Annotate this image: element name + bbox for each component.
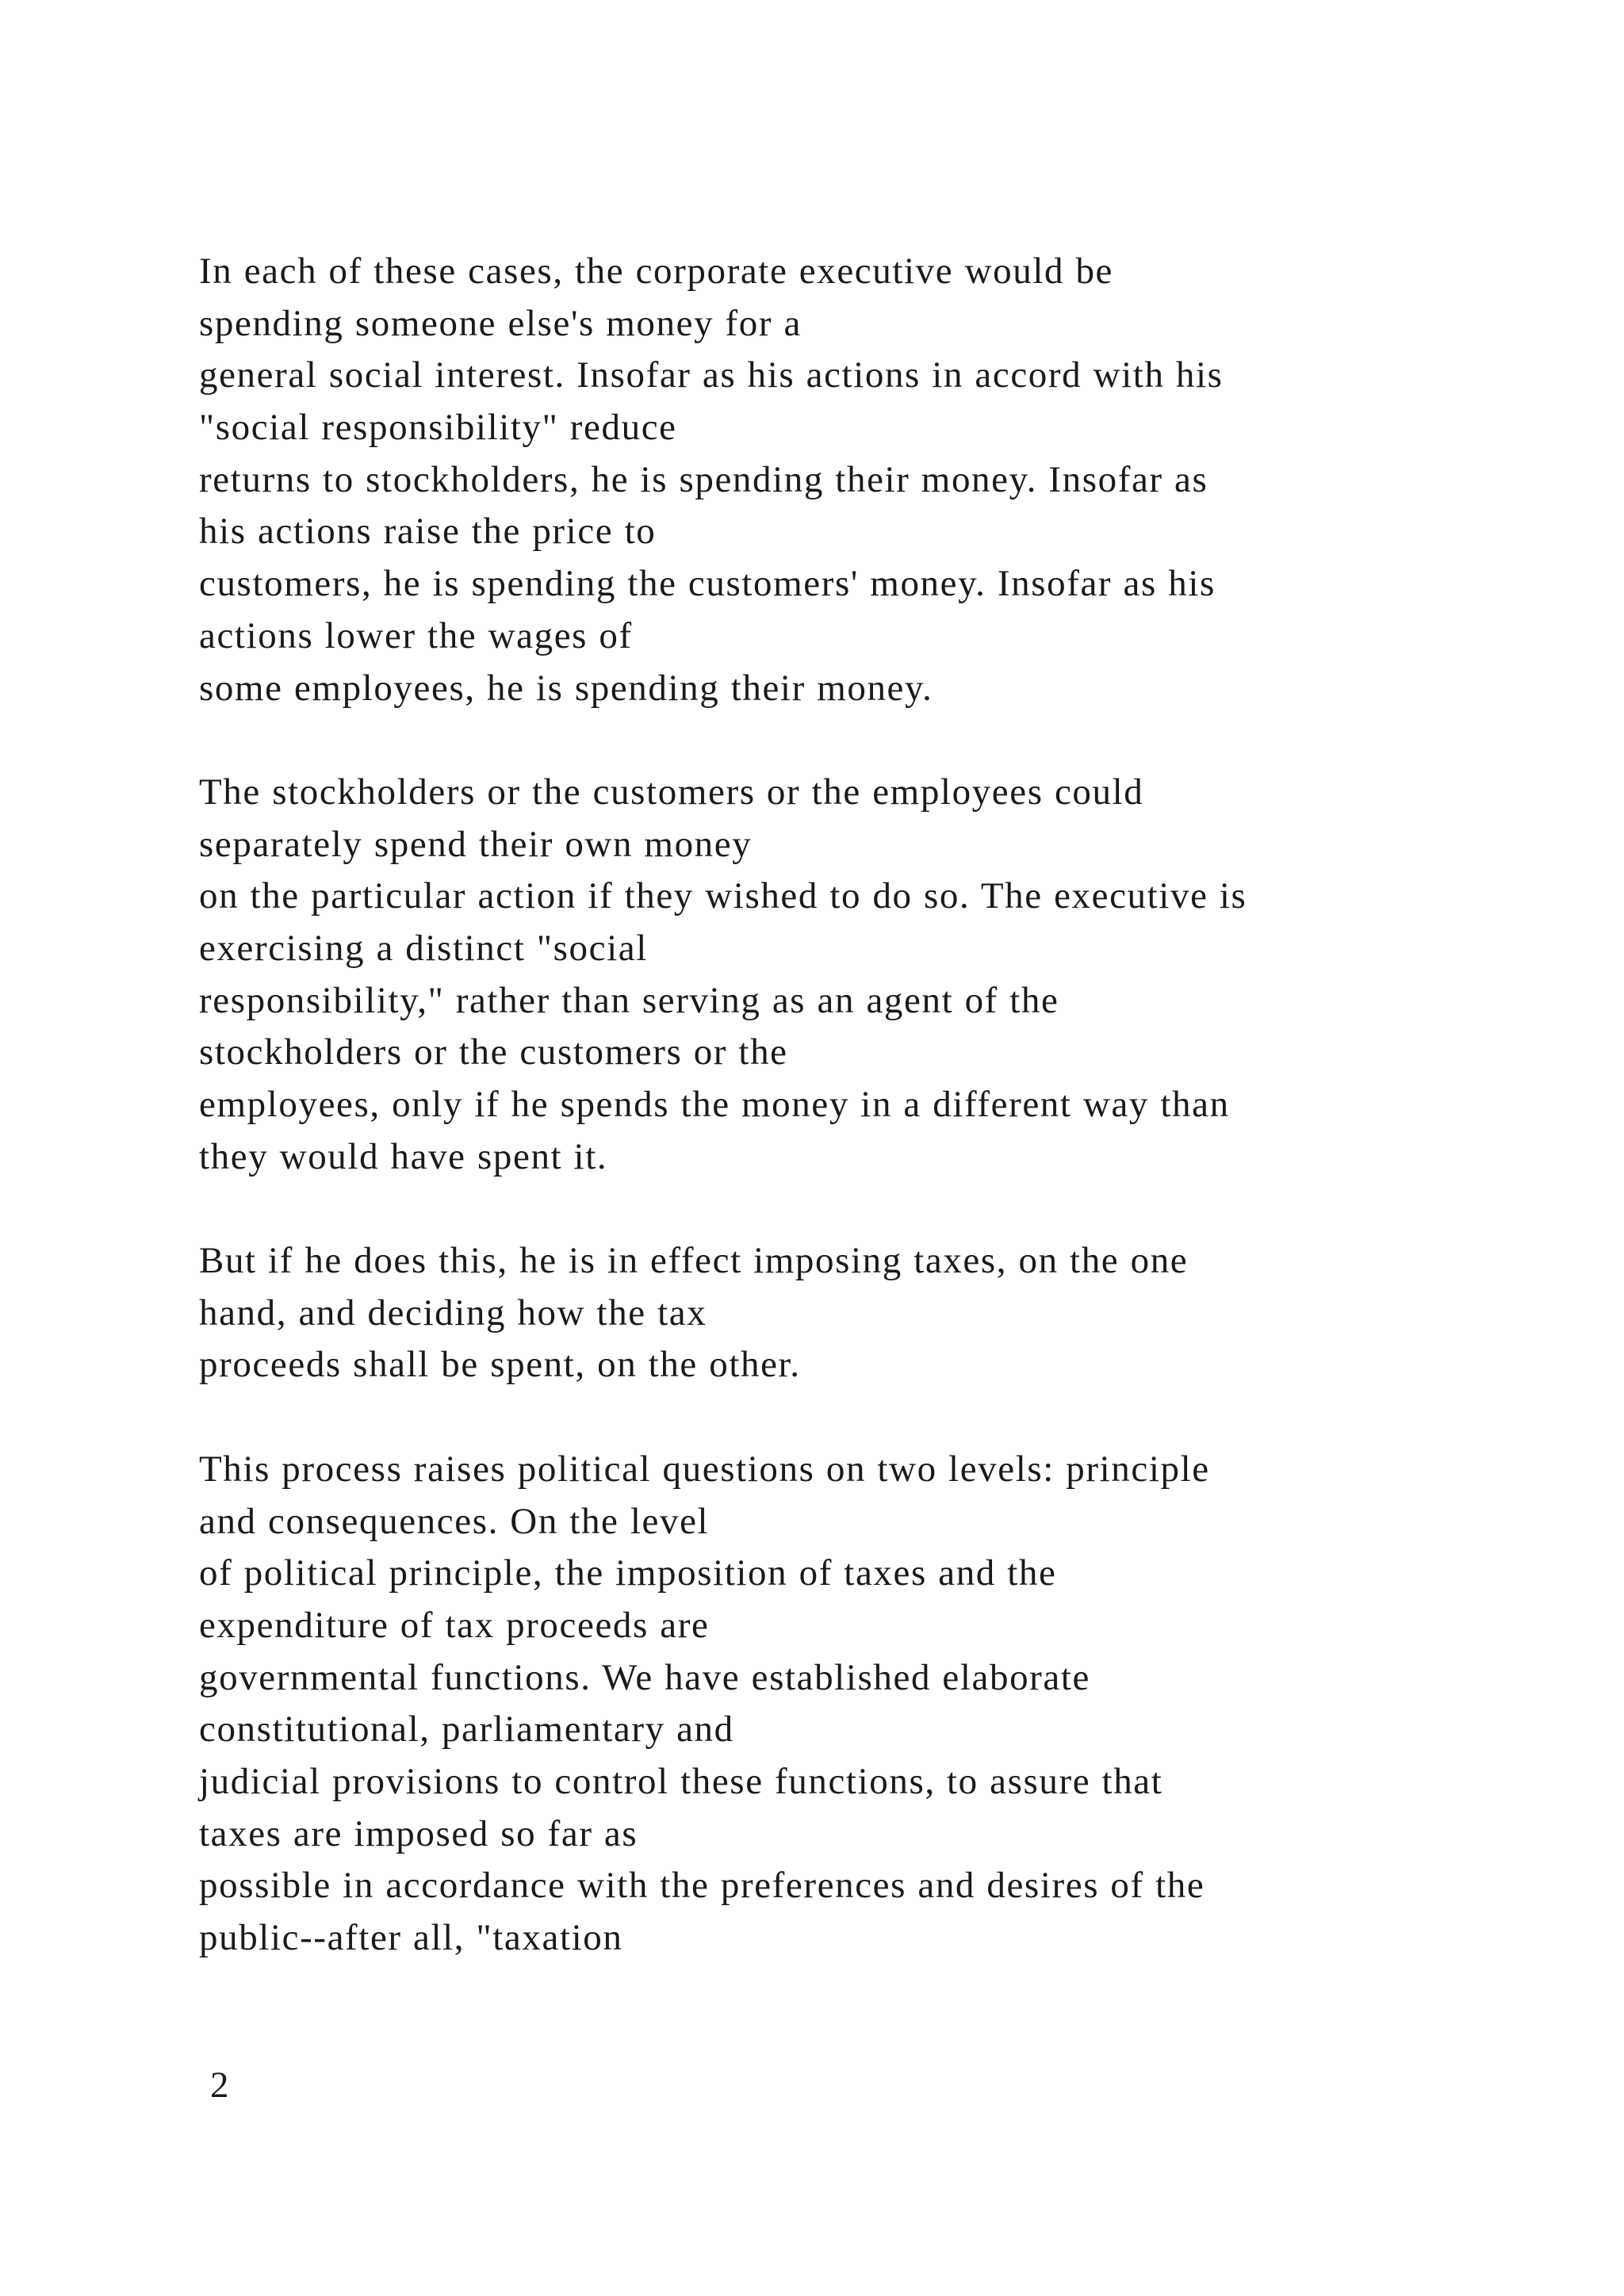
text-line: But if he does this, he is in effect imposing taxes, on the one	[199, 1240, 1189, 1282]
text-line: customers, he is spending the customers' money. Insofar as his	[199, 563, 1216, 605]
paragraph-3	[199, 1235, 1547, 1391]
text-line: general social interest. Insofar as his actions in accord with his	[199, 354, 1224, 396]
text-line: stockholders or the customers or the	[199, 1031, 788, 1073]
text-line: governmental functions. We have established elaborate	[199, 1656, 1091, 1698]
paragraph-4	[199, 1444, 1547, 1965]
page-number: 2	[210, 2064, 229, 2106]
text-line: they would have spent it.	[199, 1135, 608, 1177]
paragraph-spacer	[199, 1391, 1547, 1444]
text-line: expenditure of tax proceeds are	[199, 1604, 710, 1646]
paragraph-spacer	[199, 714, 1547, 767]
text-line: his actions raise the price to	[199, 511, 657, 553]
paragraph-1	[199, 246, 1547, 714]
text-line: The stockholders or the customers or the employees could	[199, 771, 1144, 813]
paragraph-spacer	[199, 1183, 1547, 1235]
text-line: proceeds shall be spent, on the other.	[199, 1344, 801, 1386]
body-text	[199, 246, 1547, 1965]
text-line: public--after all, "taxation	[199, 1917, 623, 1958]
text-line: "social responsibility" reduce	[199, 407, 677, 449]
text-line: judicial provisions to control these functions, to assure that	[199, 1760, 1163, 1802]
text-line: taxes are imposed so far as	[199, 1812, 638, 1854]
text-line: separately spend their own money	[199, 823, 753, 865]
text-line: responsibility," rather than serving as an agent of the	[199, 979, 1059, 1021]
text-line: constitutional, parliamentary and	[199, 1709, 734, 1751]
text-line: employees, only if he spends the money in a different way than	[199, 1084, 1230, 1125]
text-line: on the particular action if they wished to do so. The executive is	[199, 875, 1247, 917]
text-line: In each of these cases, the corporate executive would be	[199, 251, 1114, 292]
text-line: actions lower the wages of	[199, 614, 633, 656]
text-line: exercising a distinct "social	[199, 927, 648, 969]
text-line: of political principle, the imposition of taxes and the	[199, 1552, 1057, 1594]
text-line: This process raises political questions on two levels: principle	[199, 1448, 1210, 1490]
text-line: and consequences. On the level	[199, 1500, 710, 1542]
text-line: hand, and deciding how the tax	[199, 1292, 707, 1334]
paragraph-2	[199, 767, 1547, 1184]
text-line: some employees, he is spending their money.	[199, 667, 933, 709]
text-line: spending someone else's money for a	[199, 302, 802, 344]
text-line: returns to stockholders, he is spending their money. Insofar as	[199, 458, 1208, 500]
text-line: possible in accordance with the preferences and desires of the	[199, 1865, 1205, 1907]
